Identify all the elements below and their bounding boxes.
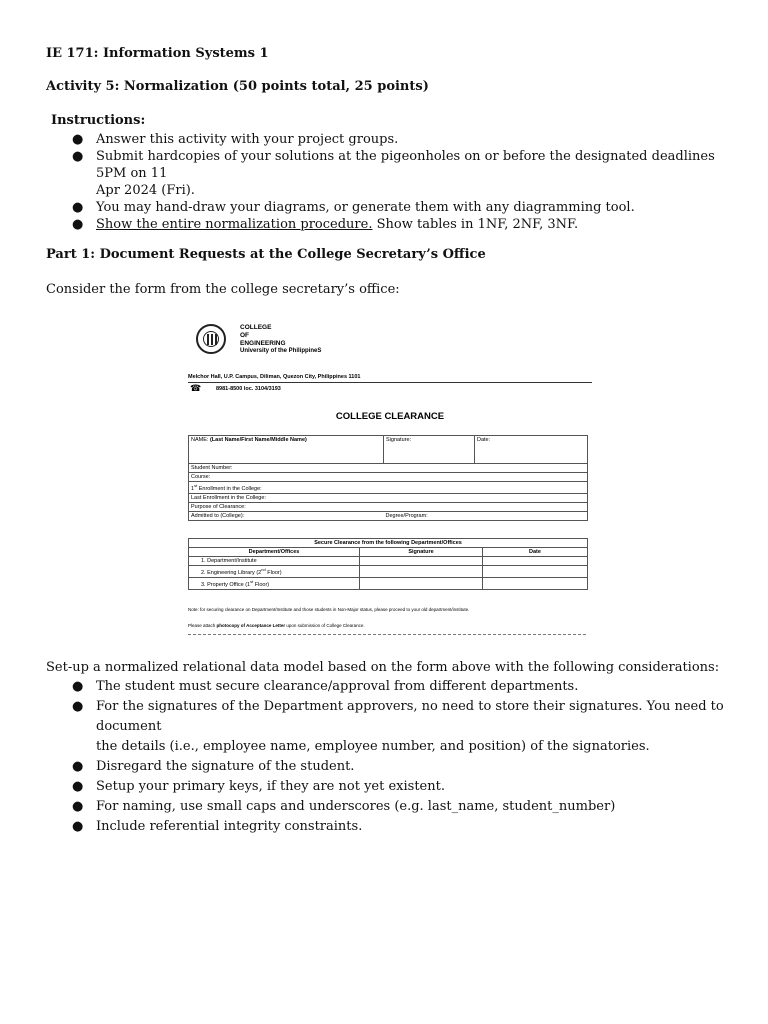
list-item: ● You may hand-draw your diagrams, or generate them with any diagramming tool. [72, 200, 635, 215]
address: Melchor Hall, U.P. Campus, Diliman, Quezon City, Philippines 1101 [188, 374, 361, 380]
form-title: COLLEGE CLEARANCE [335, 411, 445, 422]
setup-list [46, 677, 736, 837]
date-cell: Date: [475, 436, 588, 464]
list-item: ● Disregard the signature of the student. [72, 759, 355, 774]
phone-number: 8981-8500 loc. 3104/3193 [216, 386, 281, 392]
table-row: Student Number: [189, 464, 588, 473]
list-item: ● For the signatures of the Department approvers, no need to store their signatures. You need to document the details (i.e., employee name, employee number, and position) of the signatories. [72, 699, 724, 754]
university-name: University of the PhilippineS [240, 348, 322, 354]
table-row: 3. Property Office (1st Floor) [189, 577, 588, 589]
underlined-instruction: Show the entire normalization procedure. [96, 217, 373, 232]
college-name: COLLEGE OF ENGINEERING [240, 324, 286, 347]
attach-note: Please attach photocopy of Acceptance Letter upon submission of College Clearance. [188, 623, 365, 628]
column-header: Signature [360, 548, 483, 557]
list-item: ● Submit hardcopies of your solutions at the pigeonholes on or before the designated deadlines 5PM on 11 Apr 2024 (Fri). [72, 149, 715, 198]
list-item: ● Include referential integrity constraints. [72, 819, 363, 834]
table-row: 2. Engineering Library (2nd Floor) [189, 566, 588, 578]
seal-icon [196, 324, 226, 354]
divider [188, 382, 592, 383]
table-heading: Secure Clearance from the following Department/Offices [189, 539, 588, 548]
table-row: Purpose of Clearance: [189, 502, 588, 511]
activity-title: Activity 5: Normalization (50 points total, 25 points) [46, 79, 429, 94]
signature-cell: Signature: [384, 436, 475, 464]
table-row: 1st Enrollment in the College: [189, 482, 588, 494]
course-title: IE 171: Information Systems 1 [46, 46, 269, 61]
clearance-table [188, 538, 588, 590]
instructions-heading: Instructions: [51, 113, 146, 128]
list-item: ● For naming, use small caps and underscores (e.g. last_name, student_number) [72, 799, 616, 814]
student-info-table [188, 435, 588, 521]
column-header: Date [483, 548, 588, 557]
setup-intro: Set-up a normalized relational data model based on the form above with the following considerations: [46, 660, 720, 675]
table-row: Admitted to (College): Degree/Program: [189, 511, 588, 520]
list-item: ● The student must secure clearance/approval from different departments. [72, 679, 579, 694]
phone-icon: ☎ [190, 383, 202, 393]
college-clearance-form [188, 320, 592, 642]
list-item: ● Answer this activity with your project groups. [72, 132, 399, 147]
table-row: Course: [189, 473, 588, 482]
table-row: Last Enrollment in the College: [189, 493, 588, 502]
column-header: Department/Offices [189, 548, 360, 557]
table-row: 1. Department/Institute [189, 557, 588, 566]
list-item: ● Setup your primary keys, if they are not yet existent. [72, 779, 445, 794]
part1-heading: Part 1: Document Requests at the College Secretary’s Office [46, 247, 486, 262]
instructions-list [46, 131, 736, 233]
form-note: Note: for securing clearance on Department/Institute and those students in Non-Major status, please proceed to your old department/institute. [188, 607, 470, 612]
name-cell: NAME: (Last Name/First Name/Middle Name) [189, 436, 384, 464]
dashed-divider [188, 634, 586, 635]
part1-intro: Consider the form from the college secretary’s office: [46, 282, 400, 297]
list-item: ● Show the entire normalization procedure. Show tables in 1NF, 2NF, 3NF. [72, 217, 579, 232]
